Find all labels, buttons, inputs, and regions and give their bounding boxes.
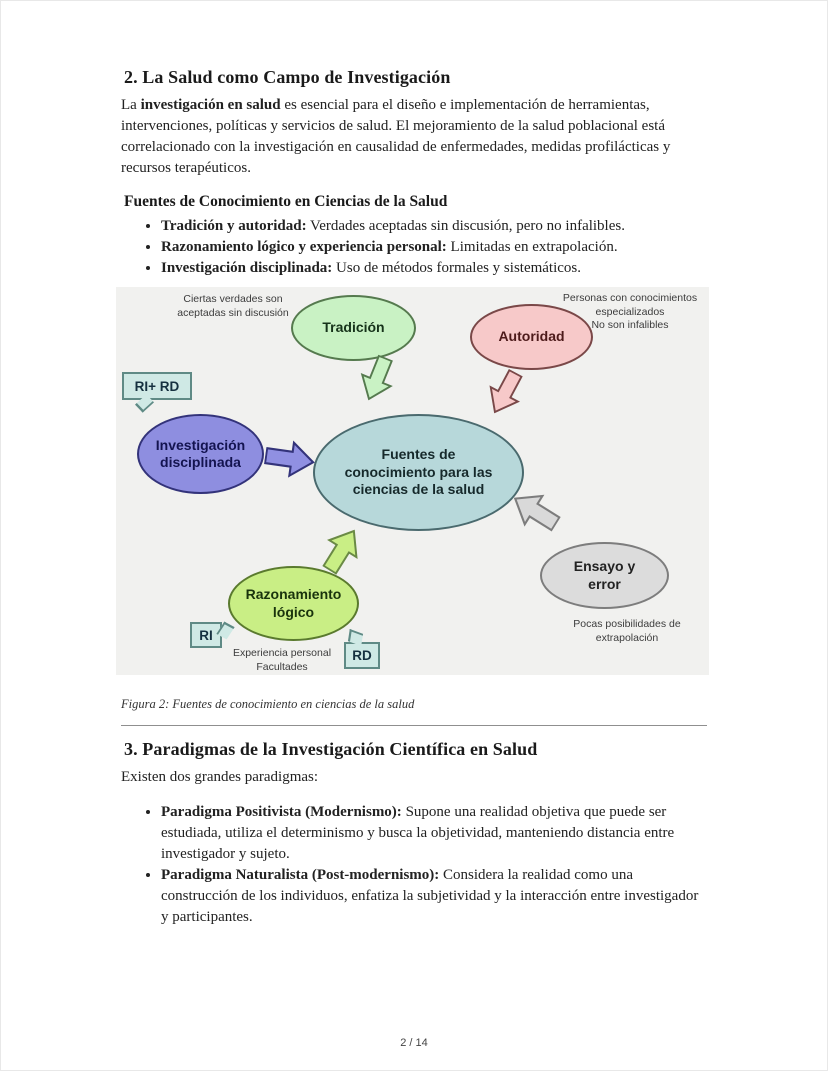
page-content: [1, 1, 827, 928]
bullet-text: Uso de métodos formales y sistemáticos.: [332, 260, 582, 276]
figure-caption: Figura 2: Fuentes de conocimiento en ciencias de la salud: [121, 697, 415, 711]
section-divider: [121, 725, 707, 726]
sources-subheading: Fuentes de Conocimiento en Ciencias de la Salud: [124, 193, 448, 210]
node-label: Razonamiento lógico: [245, 586, 342, 620]
tradicion-node: [291, 295, 416, 361]
section-3-intro: Existen dos grandes paradigmas:: [121, 769, 319, 785]
page-number: 2 / 14: [400, 1037, 428, 1049]
central-node: [313, 414, 524, 531]
bullet-bold-label: Paradigma Positivista (Modernismo):: [161, 804, 402, 820]
bullet-bold-label: Tradición y autoridad:: [161, 218, 307, 234]
annotation-line: Personas con conocimientos especializados: [562, 292, 698, 318]
node-label: Fuentes de conocimiento para las ciencias de la salud: [344, 446, 493, 498]
autoridad-node: [470, 304, 593, 370]
figure-diagram: [116, 287, 709, 675]
node-label: Ensayo y error: [573, 558, 636, 592]
bullet-text: Verdades aceptadas sin discusión, pero no infalibles.: [306, 218, 625, 234]
annotation-line: No son infalibles: [591, 319, 669, 332]
bubble-label: RI: [199, 627, 213, 643]
paradigms-bullet-list: [161, 802, 707, 928]
list-item: [161, 865, 707, 928]
paragraph-bold-phrase: investigación en salud: [140, 97, 281, 113]
section-2-heading: 2. La Salud como Campo de Investigación: [124, 67, 451, 87]
bullet-text: Considera la realidad como una construcción de los individuos, enfatiza la subjetividad y la interacción entre investigador y participantes.: [161, 867, 699, 925]
section-3-heading: 3. Paradigmas de la Investigación Científica en Salud: [124, 739, 538, 759]
rd-bubble: [344, 642, 380, 669]
section-2-paragraph: [121, 95, 707, 179]
ensayo-node: [540, 542, 669, 609]
bubble-label: RI+ RD: [134, 378, 180, 394]
paragraph-text: La: [121, 97, 141, 113]
bullet-text: Supone una realidad objetiva que puede ser estudiada, utiliza el determinismo y busca la objetividad, manteniendo distancia entre investigador y sujeto.: [161, 804, 675, 862]
ri-rd-bubble: [122, 372, 192, 400]
list-item: [161, 802, 707, 865]
list-item: [161, 258, 707, 279]
bullet-bold-label: Investigación disciplinada:: [161, 260, 333, 276]
sources-bullet-list: [161, 216, 707, 279]
arrow-autoridad-to-center-icon: [477, 363, 534, 422]
list-item: [161, 216, 707, 237]
bullet-text: Limitadas en extrapolación.: [446, 239, 618, 255]
tradicion-annotation: Ciertas verdades son aceptadas sin discusión: [177, 293, 289, 319]
bubble-label: RD: [352, 648, 372, 663]
list-item: [161, 237, 707, 258]
razonamiento-annotation: Experiencia personal Facultades: [232, 647, 332, 673]
investigacion-node: [137, 414, 264, 494]
paragraph-text: es esencial para el diseño e implementación de herramientas, intervenciones, políticas y servicios de salud. El mejoramiento de la salud poblacional está correlacionado con la investigación en causalidad de enfermedades, medidas profilácticas y recursos terapéuticos.: [121, 97, 671, 176]
node-label: Investigación disciplinada: [155, 436, 246, 470]
arrow-investigacion-to-center-icon: [262, 434, 318, 485]
node-label: Tradición: [322, 319, 385, 336]
node-label: Autoridad: [498, 328, 565, 345]
bullet-bold-label: Razonamiento lógico y experiencia personal:: [161, 239, 447, 255]
ensayo-annotation: Pocas posibilidades de extrapolación: [573, 618, 681, 644]
bullet-bold-label: Paradigma Naturalista (Post-modernismo):: [161, 867, 440, 883]
ri-bubble: [190, 622, 222, 648]
